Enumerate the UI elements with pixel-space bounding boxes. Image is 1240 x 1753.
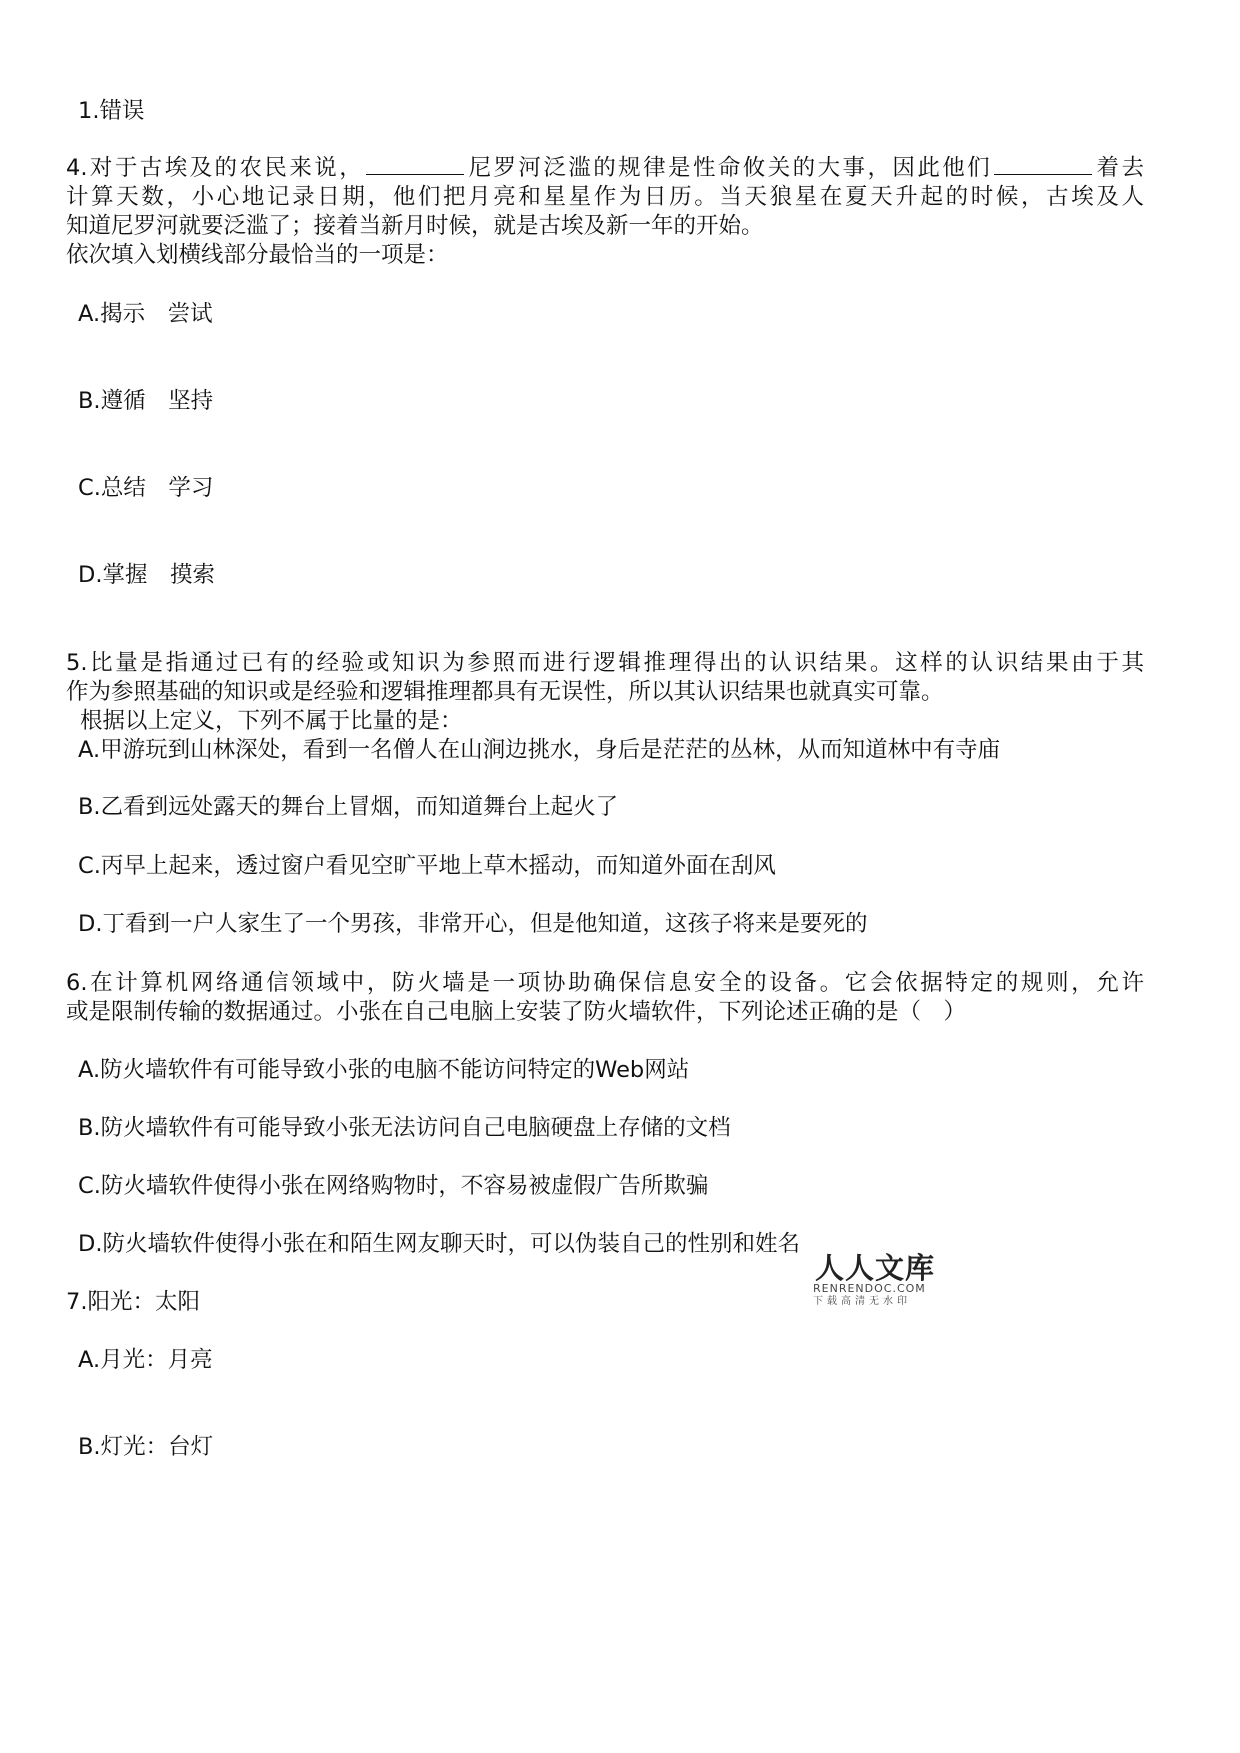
q6-option-d: D.防火墙软件使得小张在和陌生网友聊天时，可以伪装自己的性别和姓名 [78,1231,800,1257]
q4-stem-line-3: 知道尼罗河就要泛滥了；接着当新月时候，就是古埃及新一年的开始。 [66,213,764,239]
watermark-logo [813,1252,943,1308]
watermark-title: 人人文库 [815,1251,936,1285]
q5-option-d: D.丁看到一户人家生了一个男孩，非常开心，但是他知道，这孩子将来是要死的 [78,911,868,937]
q6-option-a: A.防火墙软件有可能导致小张的电脑不能访问特定的Web网站 [78,1057,690,1083]
q4-stem-part-2: 尼罗河泛滥的规律是性命攸关的大事，因此他们 [466,155,993,181]
watermark-url: RENRENDOC.COM [813,1282,926,1295]
q5-option-c: C.丙早上起来，透过窗户看见空旷平地上草木摇动，而知道外面在刮风 [78,853,776,879]
watermark-subtitle: 下载高清无水印 [813,1296,911,1307]
q4-option-c: C.总结 学习 [78,475,214,501]
q5-option-b: B.乙看到远处露天的舞台上冒烟，而知道舞台上起火了 [78,794,619,820]
q6-stem-line-1: 6.在计算机网络通信领域中，防火墙是一项协助确保信息安全的设备。它会依据特定的规则，允许 [66,970,1144,996]
q7-option-b: B.灯光：台灯 [78,1434,214,1460]
q4-option-b: B.遵循 坚持 [78,388,214,414]
q4-blank-2 [994,173,1092,175]
q7-stem: 7.阳光：太阳 [66,1289,200,1315]
q6-stem-line-2: 或是限制传输的数据通过。小张在自己电脑上安装了防火墙软件，下列论述正确的是（ ） [66,999,967,1025]
q4-blank-1 [366,173,464,175]
q5-stem-line-1: 5.比量是指通过已有的经验或知识为参照而进行逻辑推理得出的认识结果。这样的认识结果由于其 [66,650,1144,676]
previous-answer: 1.错误 [78,98,145,124]
q4-option-d: D.掌握 摸索 [78,562,215,588]
q6-option-c: C.防火墙软件使得小张在网络购物时，不容易被虚假广告所欺骗 [78,1173,709,1199]
q6-option-b: B.防火墙软件有可能导致小张无法访问自己电脑硬盘上存储的文档 [78,1115,731,1141]
q4-stem-line-1 [66,153,1144,183]
q4-prompt: 依次填入划横线部分最恰当的一项是： [66,242,449,268]
q7-option-a: A.月光：月亮 [78,1347,213,1373]
q4-stem-part-3: 着去 [1094,155,1144,181]
q5-prompt: 根据以上定义，下列不属于比量的是： [80,708,463,734]
q5-option-a: A.甲游玩到山林深处，看到一名僧人在山涧边挑水，身后是茫茫的丛林，从而知道林中有寺庙 [78,737,1001,763]
q4-stem-line-2: 计算天数，小心地记录日期，他们把月亮和星星作为日历。当天狼星在夏天升起的时候，古埃及人 [66,184,1144,210]
q5-stem-line-2: 作为参照基础的知识或是经验和逻辑推理都具有无误性，所以其认识结果也就真实可靠。 [66,679,944,705]
q4-stem-part-1: 4.对于古埃及的农民来说， [66,155,365,181]
q4-option-a: A.揭示 尝试 [78,301,213,327]
